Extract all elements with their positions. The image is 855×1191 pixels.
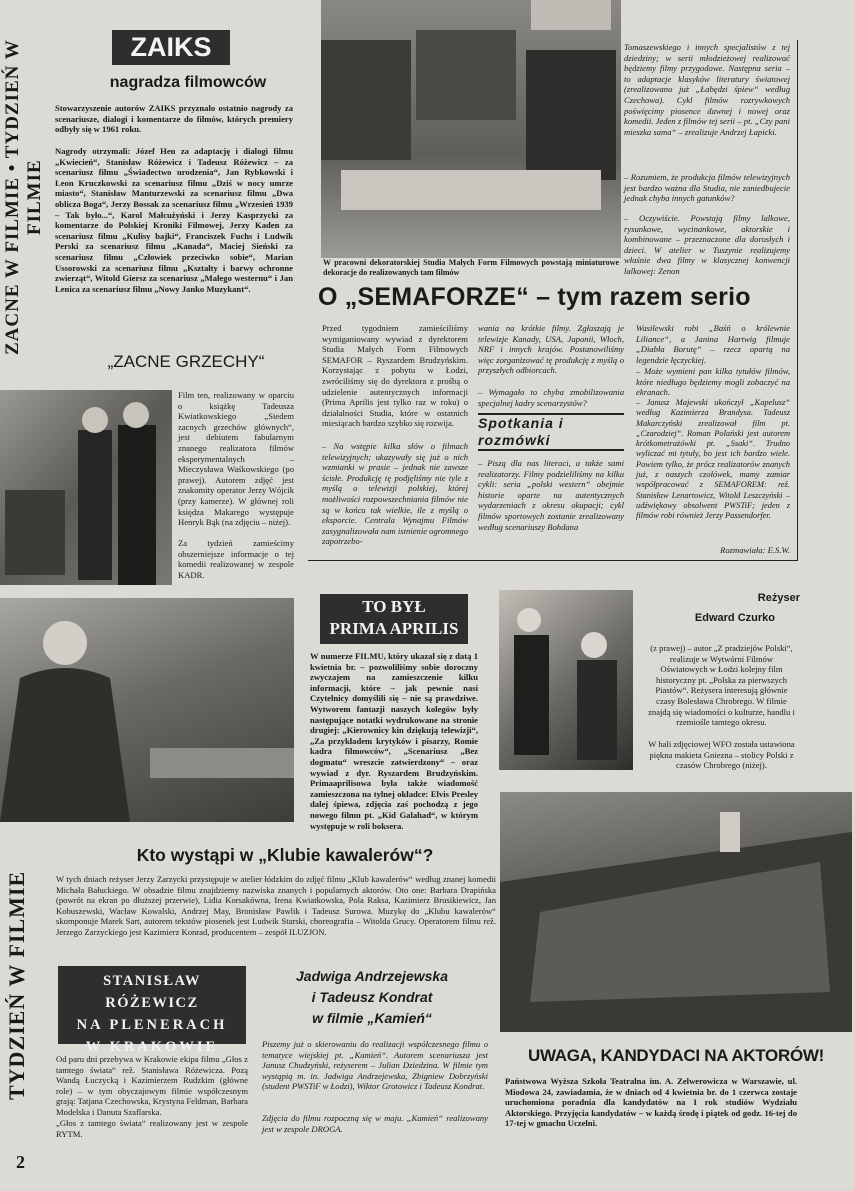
priest-figure bbox=[0, 598, 294, 822]
uwaga-headline: UWAGA, KANDYDACI NA AKTORÓW! bbox=[527, 1046, 824, 1065]
zaiks-intro: Stowarzyszenie autorów ZAIKS przyznało ostatnio nagrody za scenariusze, dialogi i komentarze do filmów, których premiery odbyły się w 1961 roku. bbox=[55, 103, 293, 135]
semafor-col3-b: – Może wymieni pan kilka tytułów filmów, które niedługo będziemy mogli zobaczyć na ekranach. bbox=[636, 366, 790, 398]
prima-headline bbox=[320, 594, 468, 644]
priest-photo bbox=[0, 598, 294, 822]
kamien-note: Zdjęcia do filmu rozpoczną się w maju. „Kamień“ realizowany jest w zespole DROGA. bbox=[262, 1113, 488, 1134]
czurko-name: Edward Czurko bbox=[694, 612, 775, 624]
crew-figures bbox=[499, 590, 633, 770]
semafor-col3-a: Wasilewski robi „Baśń o królewnie Liliance“, a Janina Hartwig filmuje „Diabła Borutę“ – rzecz opartą na legendzie łęczyckiej. bbox=[636, 323, 790, 365]
semafor-right-top: Tomaszewskiego i innych specjalistów z tej dziedziny; w serii młodzieżowej realizować będziemy filmy przygodowe. Następna seria – to adaptacje klasyków literatury światowej (zrealizowano już „Łabędzi śpiew“ według Czechowa). Cykl filmów rozrywkowych poświęcimy piosence dawnej i nowej oraz komedii. Jeden z filmów tej serii – pt. „Czy pani mieszka sama“ – zrealizuje Andrzej Łapicki. bbox=[624, 42, 790, 137]
directors-photo bbox=[0, 390, 172, 585]
rozewicz-note: „Głos z tamtego świata“ realizowany jest w zespole RYTM. bbox=[56, 1118, 248, 1139]
czurko-text: (z prawej) – autor „Z pradziejów Polski“, realizuje w Wytwórni Filmów Oświatowych w Łodzi kolejny film historyczny pt. „Polska za pierwszych Piastów“. Reżysera interesują głównie czasy Bolesława Chrobrego. W filmie znajdą się wiadomości o kulturze, handlu i rzemiośle tamtego okresu. bbox=[648, 643, 795, 728]
rozewicz-line1: STANISŁAW RÓŻEWICZ bbox=[103, 973, 201, 1011]
zacne-note: Za tydzień zamieścimy obszerniejsze informacje o tej komedii realizowanej w zespole KADR. bbox=[178, 538, 294, 580]
gniezno-model-photo bbox=[500, 792, 852, 1032]
directors-figures bbox=[0, 390, 172, 585]
semafor-col1-a: Przed tygodniem zamieściliśmy wymiganiowany wywiad z dyrektorem Studia Małych Form Filmowych SEMAFOR – Ryszardem Brudzyńskim. Korzystając z pobytu w Łodzi, zwróciliśmy się do dyrektora z prośbą o udzielenie autentycznych informacji (Prima Aprilis jest tylko raz w roku) o działalności Studia, które w ostatnich miesiącach bardzo szybko się rozwija. bbox=[322, 323, 468, 429]
zacne-headline: „ZACNE GRZECHY“ bbox=[107, 352, 265, 371]
uwaga-text: Państwowa Wyższa Szkoła Teatralna im. A. Zelwerowicza w Warszawie, ul. Miodowa 24, zawiadamia, że w dniach od 4 kwietnia br. do 1 czerwca zostaje uruchomiona poradnia dla kandydatów na I rok studiów Wydziału Aktorskiego. Przyjęcia kandydatów – w każdą środę i piątek od godz. 16-tej do 17-tej w gmachu Uczelni. bbox=[505, 1076, 797, 1129]
rozewicz-line3: W KRAKOWIE bbox=[85, 1039, 219, 1055]
side-strip-top: ZACNE W FILMIE • TYDZIEŃ W FILMIE bbox=[2, 39, 45, 356]
side-strip-bottom: TYDZIEŃ W FILMIE bbox=[4, 870, 29, 1100]
zacne-text: Film ten, realizowany w oparciu o książkę Tadeusza Kwiatkowskiego „Siedem zacnych grzechów głównych“, jest debiutem fabularnym znanego realizatora filmów eksperymentalnych – Mieczysława Waśkowskiego (po prawej). Autorem zdjęć jest znakomity operator Jerzy Wójcik (przy kamerze). W głównej roli księdza Makarego występuje Henryk Bąk (na zdjęciu – niżej). bbox=[178, 390, 294, 528]
semafor-col2-c: – Piszą dla nas literaci, a także sami realizatorzy. Filmy podzieliliśmy na kilka cykli: seria „polski western“ obejmie historie oparte na autentycznych wydarzeniach z okresu okupacji; cykl filmów sportowych zostanie zrealizowany według scenariuszy Bohdana bbox=[478, 458, 624, 532]
semafor-col2-a: wania na krótkie filmy. Zgłaszają je telewizje Kanady, USA, Japonii, Włoch, NRF i innych krajów. Postanowiliśmy więc zorganizować tę produkcję z myślą o przyszłych odbiorcach. bbox=[478, 323, 624, 376]
czurko-text2: W hali zdjęciowej WFO została ustawiona piękna makieta Gniezna – stolicy Polski z czasów Chrobrego (niżej). bbox=[648, 739, 795, 771]
zaiks-headline: nagradza filmowców bbox=[109, 74, 267, 91]
rozewicz-line2: NA PLENERACH bbox=[76, 1017, 228, 1033]
semafor-signature: Rozmawiała: E.S.W. bbox=[720, 545, 790, 555]
semafor-title: O „SEMAFORZE“ – tym razem serio bbox=[318, 283, 751, 311]
kamien-h2: i Tadeusz Kondrat bbox=[311, 989, 433, 1005]
semafor-right-bot: – Oczywiście. Powstają filmy lalkowe, rysunkowe, wycinankowe, aktorskie i kombinowane – przeznaczone dla dorosłych i dzieci. W atelier w Tuszynie realizujemy właśnie dwa filmy w klasycznej konwencji lalkowej: Zenon bbox=[624, 213, 790, 276]
rozewicz-text: Od paru dni przebywa w Krakowie ekipa filmu „Głos z tamtego świata“ rež. Stanisława Różewicza. Pozą Wandą Łuczycką i Kazimierzem Rudzkim (główne role) – w tym obyczajowym filmie współczesnym grają: Tatjana Czechowska, Krystyna Feldman, Barbara Modelska i Danuta Szaflarska. bbox=[56, 1054, 248, 1117]
prima-headline-line1: TO BYŁ bbox=[362, 597, 426, 616]
page-number: 2 bbox=[16, 1152, 25, 1172]
zaiks-awards: Nagrody otrzymali: Józef Hen za adaptację i dialogi filmu „Kwiecień“, Stanisław Różewicz i Tadeusz Różewicz – za scenariusz filmu „Świadectwo urodzenia“, Jan Rybkowski i Leon Kruczkowski za scenariusz filmu „Dziś w nocy umrze miasto“, Stanisław Manturzewski za scenariusz filmu „Dwa oblicza Boga“, Jerzy Bossak za scenariusz filmu „Wrzesień 1939 – Tak było...“, Karol Małcużyński i Jerzy Kasprzycki za komentarze do Polskiej Kroniki Filmowej, Jerzy Kaden za scenariusz filmu „Kulisy bajki“, Franciszek Fuchs i Ludwik Perski za scenariusz filmu „Kanada“, Maciej Sieński za scenariusz filmu „Człowiek przeciwko sobie“, Marian Ussorowski za scenariusz filmu „Kształty i barwy ochronne zwierząt“, Witold Giersz za scenariusz „Małego westernu“ i Jan Lenica za scenariusz filmu „Nowy Janko Muzykant“. bbox=[55, 146, 293, 294]
semafor-caption: W pracowni dekoratorskiej Studia Małych Form Filmowych powstają miniaturowe dekoracje do realizowanych tam filmów bbox=[323, 258, 619, 277]
rozewicz-headline bbox=[58, 966, 246, 1055]
czurko-photo bbox=[499, 590, 633, 770]
kamien-h1: Jadwiga Andrzejewska bbox=[296, 968, 448, 984]
zaiks-logo: ZAIKS bbox=[112, 30, 230, 65]
prima-text: W numerze FILMU, który ukazał się z datą 1 kwietnia br. – pozwoliliśmy sobie doroczny zwyczajem na zamieszczenie kilku informacji, które – jak pewnie nasi Czytelnicy domyślili się – nie są prawdziwe. Wytworem fantazji naszych kolegów były następujące notatki wydrukowane na stronie drugiej: „Kierownicy kin dziękują telewizji“, „Za przykładem krytyków i pisarzy, Romie kadra filmowców“, „Scenariusz „Bez dogmatu“ wreszcie zatwierdzony“ – oraz wywiad z dyr. Ryszardem Brudzyńskim. Primaaprilisowa była także wiadomość zamieszczona na tylnej okładce: Elvis Presley dalej śpiewa, zdjęcia zaś pochodzą z jego nowego filmu pt. „Kid Galahad“, w którym występuje w roli boksera. bbox=[310, 651, 478, 831]
klub-text: W tych dniach reżyser Jerzy Zarzycki przystępuje w atelier łódzkim do zdjęć filmu „Klub kawalerów“ według znanej komedii Michała Bałuckiego. W obsadzie filmu znajdziemy nazwiska znanych i popularnych aktorów. Oto one: Barbara Drapińska (powrót na ekran po dłuższej przerwie), Lidia Korsakówna, Irena Kwiatkowska, Pola Raksa, Kazimierz Brusikiewicz, Jan Kobuszewski, Wacław Kowalski, Andrzej May, Bronisław Pawlik i Tadeusz Surowa. Muzykę do „Klubu kawalerów“ skomponuje Marek Sart, autorem tekstów piosenek jest Ludwik Starski, choreografia – Witolda Grucy. Operatorem filmu rež. Jerzego Zarzyckiego jest Kazimierz Konrad, producentem – zespół ILUZJON. bbox=[56, 874, 496, 937]
semafor-right-mid: – Rozumiem, że produkcja filmów telewizyjnych jest bardzo ważna dla Studia, nie zaniedbujecie jednak chyba innych gatunków? bbox=[624, 172, 790, 204]
semafor-col2-b: – Wymagało to chyba zmobilizowania specjalnej kadry scenarzystów? bbox=[478, 387, 624, 408]
semafor-subhead: Spotkania i rozmówki bbox=[478, 413, 624, 451]
gniezno-model bbox=[500, 792, 852, 1032]
klub-headline: Kto wystąpi w „Klubie kawalerów“? bbox=[136, 845, 434, 865]
prima-headline-line2: PRIMA APRILIS bbox=[329, 619, 459, 638]
semafor-col1-b: – Na wstępie kilka słów o filmach telewizyjnych; ukazywały się już o nich wzmianki w prasie – jednak nie zawsze ścisłe. Produkcję tę podjęliśmy nie tyle z myślą o telewizji polskiej, której możliwości rozpowszechniania filmów nie są w końcu tak wielkie, ile z myślą o eksporcie. Centrala Wynajmu Filmów zasygnalizowała nam istnienie ogromnego zapotrzebo- bbox=[322, 441, 469, 547]
kamien-text: Piszemy już o skierowaniu do realizacji współczesnego filmu o tematyce wiejskiej pt. „Kamień“. Autorem scenariusza jest Janusz Chudzyński, reżyserem – Julian Dziedzina. W filmie tym wystąpią m. in. Jadwiga Andrzejewska, Zbigniew Dobrzyński (student PWSTiF w Łodzi), Wiktor Grotowicz i Tadeusz Kondrat. bbox=[262, 1039, 488, 1092]
kamien-headline bbox=[254, 966, 490, 1029]
semafor-col3-c: – Janusz Majewski ukończył „Kapelusz“ według Kazimierza Brandysa. Tadeusz Makarczyński zrealizował film pt. „Czarodziej“. Roman Polański jest autorem krótkometrażówki pt. „Ssaki“. Trudno wyliczać mi tytuły, bo jest ich bardzo wiele. Powiem tylko, że prócz realizatorów znanych już, z naszych czołówek, mamy zamiar współpracować z SEMAFOREM: rež. Stanisław Lenartowicz, Witold Leszczyński – udźwiękowy obsolwent PWSTiF; jeden z filmów robi również Jerzy Passendorfer. bbox=[636, 398, 790, 521]
czurko-label: Reżyser bbox=[757, 592, 800, 604]
kamien-h3: w filmie „Kamień“ bbox=[312, 1010, 432, 1026]
